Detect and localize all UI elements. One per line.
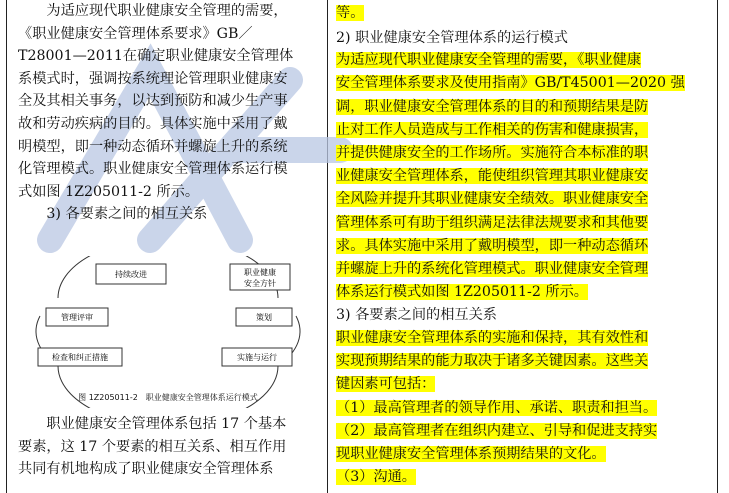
text-line: 职业健康安全管理体系包括 17 个基本 bbox=[18, 416, 287, 432]
text-line: 明模型，即一种动态循环并螺旋上升的系统 bbox=[18, 138, 288, 155]
text-line bbox=[336, 2, 712, 25]
column-divider bbox=[327, 0, 328, 493]
node-label: 管理评审 bbox=[61, 313, 93, 322]
list-item: （2）最高管理者在组织内建立、引导和促进支持实 bbox=[336, 422, 658, 439]
highlighted-line: 并螺旋上升的系统化管理模式。职业健康安全管理 bbox=[336, 261, 649, 278]
left-intro-paragraph bbox=[18, 0, 326, 203]
node-label: 持续改进 bbox=[115, 270, 147, 279]
highlighted-line: 求。具体实施中采用了戴明模型，即一种动态循环 bbox=[336, 237, 649, 254]
right-heading-3: 3) 各要素之间的相互关系 bbox=[336, 307, 497, 324]
node-review bbox=[46, 308, 108, 326]
highlighted-line: 全风险并提升其职业健康安全绩效。职业健康安全 bbox=[336, 191, 649, 208]
node-label: 策划 bbox=[256, 313, 272, 322]
node-check bbox=[38, 348, 122, 366]
node-policy bbox=[230, 264, 290, 290]
highlighted-line: 实现预期结果的能力取决于诸多关键因素。这些关 bbox=[336, 353, 649, 370]
text-line: T28001—2011在确定职业健康安全管理体 bbox=[18, 48, 294, 65]
pdca-diagram bbox=[18, 256, 318, 408]
node-improve bbox=[96, 264, 166, 284]
highlighted-line: 调，职业健康安全管理体系的目的和预期结果是防 bbox=[336, 98, 649, 115]
right-column bbox=[336, 2, 712, 489]
right-heading-2: 2) 职业健康安全管理体系的运行模式 bbox=[336, 29, 568, 46]
text-line: 全及其相关事务，以达到预防和减少生产事 bbox=[18, 93, 288, 110]
list-item: （3）沟通。 bbox=[336, 469, 416, 486]
figure-caption: 图 1Z205011-2 职业健康安全管理体系运行模式 bbox=[78, 393, 258, 402]
highlighted-line: 为适应现代职业健康安全管理的需要，《职业健康 bbox=[336, 52, 642, 69]
highlighted-line: 并提供健康安全的工作场所。实施符合本标准的职 bbox=[336, 145, 649, 161]
left-column bbox=[18, 0, 326, 226]
highlighted-line: 管理体系可有助于组织满足法律法规要求和其他要 bbox=[336, 214, 649, 231]
text-line: 式如图 1Z205011-2 所示。 bbox=[18, 183, 200, 200]
highlighted-line: 体系运行模式如图 1Z205011-2 所示。 bbox=[336, 284, 588, 301]
text-line: 共同有机地构成了职业健康安全管理体系 bbox=[18, 461, 274, 478]
text-line: 为适应现代职业健康安全管理的需要， bbox=[18, 3, 288, 19]
left-subheading: 3) 各要素之间的相互关系 bbox=[18, 206, 208, 223]
text-line: 《职业健康安全管理体系要求》GB／ bbox=[18, 25, 253, 42]
text-line: 故和劳动疾病的目的。具体实施中采用了戴 bbox=[18, 115, 288, 132]
right-paragraph-1 bbox=[336, 49, 712, 304]
list-item: 现职业健康安全管理体系预期结果的文化。 bbox=[336, 446, 606, 463]
highlight-fragment: 等。 bbox=[336, 5, 365, 21]
text-line: 系模式时，强调按系统理论管理职业健康安 bbox=[18, 70, 288, 87]
node-label: 安全方针 bbox=[244, 279, 276, 288]
list-item: （1）最高管理者的领导作用、承诺、职责和担当。 bbox=[336, 399, 658, 416]
node-label: 职业健康 bbox=[244, 268, 276, 277]
right-paragraph-2 bbox=[336, 327, 712, 397]
node-plan bbox=[236, 308, 292, 326]
right-list bbox=[336, 397, 712, 490]
highlighted-line: 业健康安全管理体系，能使组织管理其职业健康安 bbox=[336, 168, 649, 185]
highlighted-line: 止对工作人员造成与工作相关的伤害和健康损害， bbox=[336, 121, 649, 138]
left-bottom-paragraph bbox=[18, 413, 324, 481]
text-line: 要素，这 17 个要素的相互关系、相互作用 bbox=[18, 438, 287, 455]
highlighted-line: 职业健康安全管理体系的实施和保持，其有效性和 bbox=[336, 330, 649, 347]
node-implement bbox=[222, 348, 292, 366]
highlighted-line: 安全管理体系要求及使用指南》GB/T45001—2020 强 bbox=[336, 75, 685, 92]
highlighted-line: 键因素可包括： bbox=[336, 376, 436, 393]
node-label: 检查和纠正措施 bbox=[52, 353, 108, 362]
text-line: 化管理模式。职业健康安全管理体系运行模 bbox=[18, 161, 288, 178]
node-label: 实施与运行 bbox=[237, 353, 277, 362]
